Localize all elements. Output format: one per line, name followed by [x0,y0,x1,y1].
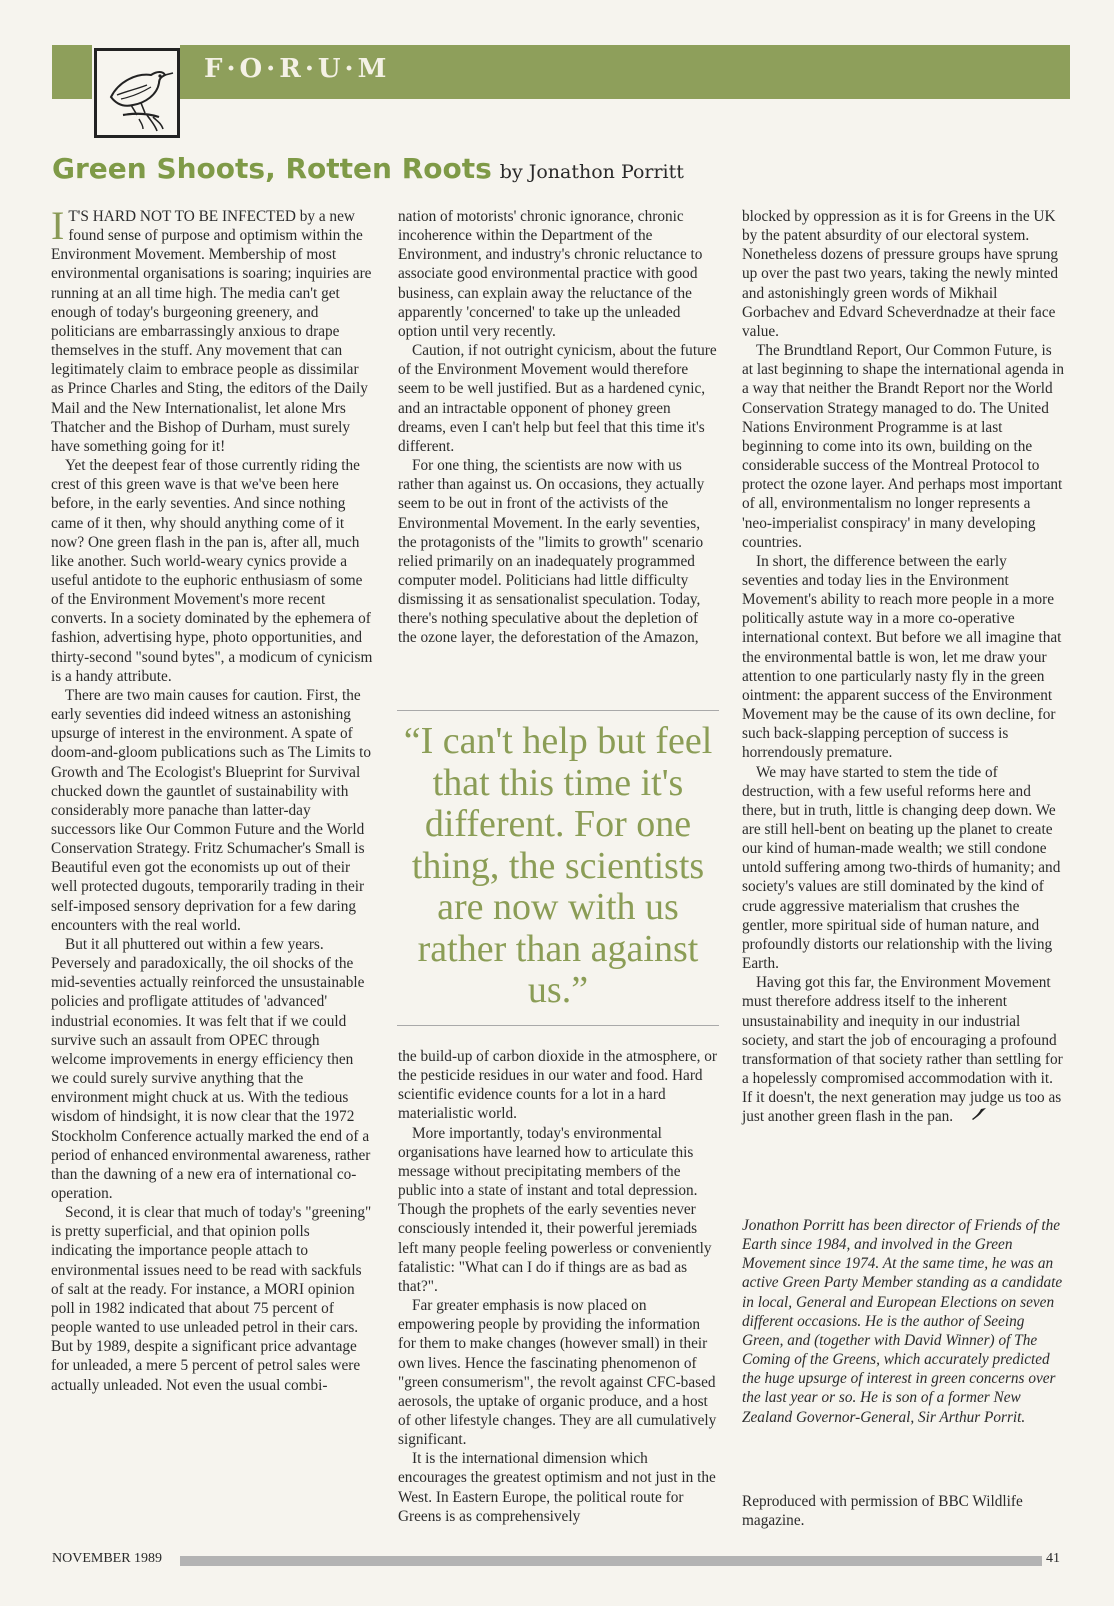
article-title: Green Shoots, Rotten Roots [52,152,492,185]
paragraph: In short, the difference between the early seventies and today lies in the Environment Movement's ability to reach more people in a more politically astute way in a more co-operative international context. But before we all imagine that the environmental battle is won, let me draw your attention to one particularly nasty fly in the green ointment: the apparent success of the Environment Movement may be the cause of its own decline, for such back-slapping perception of success is horrendously premature. [742,552,1062,762]
issue-date: NOVEMBER 1989 [52,1551,163,1566]
column-2-top [398,207,720,648]
paragraph: We may have started to stem the tide of destruction, with a few useful reforms here and there, but in truth, little is changing deep down. We are still hell-bent on beating up the planet to create our kind of human-made wealth; we still condone untold suffering among two-thirds of humanity; and society's values are still dominated by the kind of crude aggressive materialism that crushes the gentler, more spiritual side of human nature, and profoundly distorts our relationship with the living Earth. [742,763,1061,973]
column-1 [51,203,373,1395]
paragraph [742,973,1064,1126]
paragraph: It is the international dimension which encourages the greatest optimism and not just in the West. In Eastern Europe, the political route for Greens is as comprehensively [398,1450,716,1525]
page-number: 41 [1046,1551,1060,1566]
bird-on-branch-icon [97,51,177,135]
paragraph: Far greater emphasis is now placed on empowering people by providing the information for them to make changes (however small) in their own lives. Hence the fascinating phenomenon of "green consumerism", the revolt against CFC-based aerosols, the uptake of organic produce, and a host of other lifestyle changes. They are all cumulatively significant. [398,1297,717,1449]
paragraph: The Brundtland Report, Our Common Future, is at last beginning to shape the international agenda in a way that neither the Brandt Report nor the World Conservation Strategy managed to do. The United Nations Environment Programme is at last beginning to come into its own, building on the considerable success of the Montreal Protocol to protect the ozone layer. And perhaps most important of all, environmentalism no longer represents a 'neo-imperialist conspiracy' in many developing countries. [742,342,1064,551]
paragraph: Second, it is clear that much of today's "greening" is pretty superficial, and that opinion polls indicating the importance people attach to environmental issues need to be read with sackfuls of salt at the ready. For instance, a MORI opinion poll in 1982 indicated that about 75 percent of people wanted to use unleaded petrol in their cars. But by 1989, despite a significant price advantage for unleaded, a mere 5 percent of petrol sales were actually unleaded. Not even the usual combi- [51,1204,372,1394]
paragraph-text: T'S HARD NOT TO BE INFECTED by a new found sense of purpose and optimism within the Environment Movement. Membership of most environmental organisations is soaring; inquiries are running at an all time high. The media can't get enough of today's burgeoning greenery, and politicians are embarrassingly anxious to drape themselves in the stuff. Any movement that can legitimately claim to embrace people as dissimilar as Prince Charles and Sting, the editors of the Daily Mail and the New Internationalist, let alone Mrs Thatcher and the Bishop of Durham, must surely have something going for it! [51,208,372,455]
paragraph: nation of motorists' chronic ignorance, chronic incoherence within the Department of the Environment, and industry's chronic reluctance to associate good environmental practice with good business, can explain away the reluctance of the apparently 'concerned' to take up the unleaded option until very recently. [398,208,703,340]
paragraph: Yet the deepest fear of those currently riding the crest of this green wave is that we've been here before, in the early seventies. And since nothing came of it then, why should anything come of it now? One green flash in the pan is, after all, much like another. Such world-weary cynics provide a useful antidote to the euphoric enthusiasm of some of the Environment Movement's more recent converts. In a society dominated by the ephemera of fashion, advertising hype, photo opportunities, and thirty-second "sound bytes", a modicum of cynicism is a handy attribute. [51,457,373,685]
bird-end-icon [957,1107,987,1126]
section-label: F·O·R·U·M [204,54,391,84]
pull-quote: “I can't help but feel that this time it's different. For one thing, the scientists are now with us rather than against us.” [403,720,713,1011]
paragraph: There are two main causes for caution. First, the early seventies did indeed witness an astonishing upsurge of interest in the environment. A spate of doom-and-gloom publications such as The Limits to Growth and The Ecologist's Blueprint for Survival chucked down the gauntlet of sustainability with considerably more panache than latter-day successors like Our Common Future and the World Conservation Strategy. Fritz Schumacher's Small is Beautiful even got the economists up out of their well protected dugouts, temporarily trading in their self-imposed sensory deprivation for a few daring encounters with the real world. [51,686,372,934]
pull-quote-box [397,710,719,1026]
forum-logo [94,48,180,138]
column-3 [742,207,1064,1127]
paragraph: Caution, if not outright cynicism, about the future of the Environment Movement would therefore seem to be well justified. But as a hardened cynic, and an intractable opponent of phoney green dreams, even I can't help but feel that this time it's different. [398,342,717,455]
section-banner [180,45,1070,99]
paragraph-text: Having got this far, the Environment Movement must therefore address itself to the inherent unsustainability and inequity in our industrial society, and start the job of encouraging a profound transformation of that society rather than settling for a hopelessly compromised accommodation with it. If it doesn't, the next generation may judge us too as just another green flash in the pan. [742,974,1063,1126]
paragraph: But it all phuttered out within a few years. Peversely and paradoxically, the oil shocks of the mid-seventies actually reinforced the unsustainable policies and profligate attitudes of 'advanced' industrial economies. It was felt that if we could survive such an assault from OPEC through welcome improvements in energy efficiency then we could surely survive anything that the environment might chuck at us. With the tedious wisdom of hindsight, it is now clear that the 1972 Stockholm Conference actually marked the end of a period of enhanced environmental awareness, rather than the dawning of a new era of international co-operation. [51,935,371,1202]
author-bio: Jonathon Porritt has been director of Friends of the Earth since 1984, and involved in the Green Movement since 1974. At the same time, he was an active Green Party Member standing as a candidate in local, General and European Elections on seven different occasions. He is the author of Seeing Green, and (together with David Winner) of The Coming of the Greens, which accurately predicted the huge upsurge of interest in green concerns over the last year or so. He is son of a former New Zealand Governor-General, Sir Arthur Porrit. [742,1217,1063,1426]
article-byline: by Jonathon Porritt [499,161,684,183]
paragraph [51,203,373,456]
article-headline [52,152,684,185]
column-2-bottom [398,1047,720,1526]
paragraph: For one thing, the scientists are now with us rather than against us. On occasions, they actually seem to be out in front of the activists of the Environmental Movement. In the early seventies, the protagonists of the "limits to growth" scenario relied primarily on an inadequately programmed computer model. Politicians had little difficulty dismissing it as sensationalist speculation. Today, there's nothing speculative about the depletion of the ozone layer, the deforestation of the Amazon, [398,457,705,647]
drop-cap: I [51,203,65,248]
banner-left-bar [52,45,92,99]
reprint-credit: Reproduced with permission of BBC Wildlife magazine. [742,1493,1023,1530]
paragraph: blocked by oppression as it is for Greens in the UK by the patent absurdity of our electoral system. Nonetheless dozens of pressure groups have sprung up over the past two years, taking the newly minted and astonishingly green words of Mikhail Gorbachev and Edvard Scheverdnadze at their face value. [742,208,1059,340]
footer-rule [180,1556,1042,1566]
paragraph: the build-up of carbon dioxide in the atmosphere, or the pesticide residues in our water and food. Hard scientific evidence counts for a lot in a hard materialistic world. [398,1048,718,1123]
paragraph: More importantly, today's environmental organisations have learned how to articulate this message without precipitating members of the public into a state of instant and total depression. Though the prophets of the early seventies never consciously intended it, their powerful jeremiads left many people feeling powerless or conveniently fatalistic: "What can I do if things are as bad as that?". [398,1124,712,1295]
